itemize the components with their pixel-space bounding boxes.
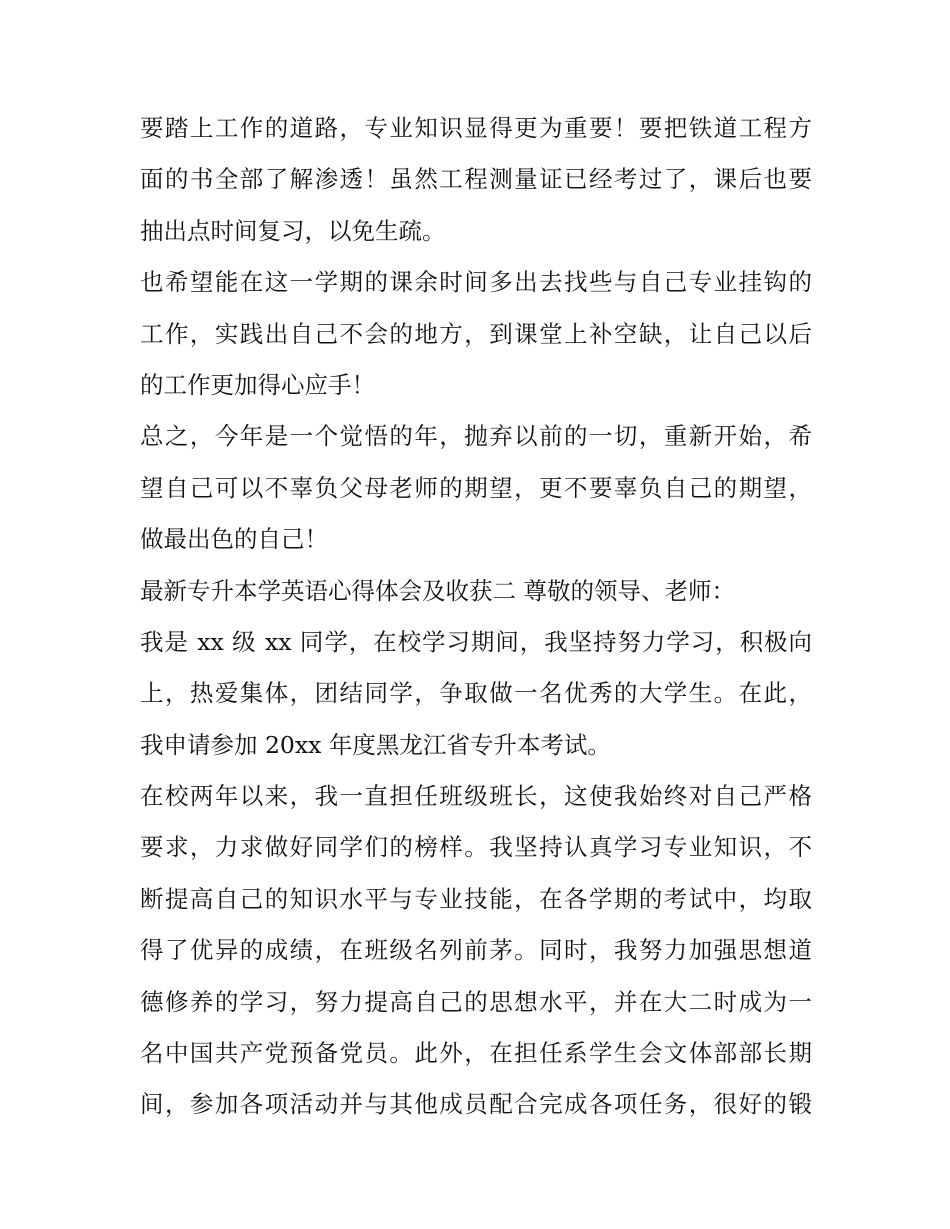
- text-line: 最新专升本学英语心得体会及收获二 尊敬的领导、老师：: [140, 576, 735, 605]
- document-body: [140, 103, 812, 1131]
- text-line: 名中国共产党预备党员。此外，在担任系学生会文体部部长期: [140, 1039, 812, 1068]
- text-line: 要踏上工作的道路，专业知识显得更为重要！要把铁道工程方: [140, 114, 812, 142]
- text-line: 德修养的学习，努力提高自己的思想水平，并在大二时成为一: [140, 987, 812, 1016]
- text-line: 的工作更加得心应手！: [140, 370, 375, 399]
- text-line: 得了优异的成绩，在班级名列前茅。同时，我努力加强思想道: [140, 936, 812, 965]
- text-line: 望自己可以不辜负父母老师的期望，更不要辜负自己的期望，: [140, 473, 812, 502]
- text-line: 我是 xx 级 xx 同学，在校学习期间，我坚持努力学习，积极向: [140, 627, 812, 656]
- text-line: 断提高自己的知识水平与专业技能，在各学期的考试中，均取: [140, 884, 812, 913]
- text-line: 总之，今年是一个觉悟的年，抛弃以前的一切，重新开始，希: [140, 422, 812, 451]
- text-line: 工作，实践出自己不会的地方，到课堂上补空缺，让自己以后: [140, 319, 812, 348]
- text-line: 要求，力求做好同学们的榜样。我坚持认真学习专业知识，不: [140, 833, 812, 862]
- text-line: 上，热爱集体，团结同学，争取做一名优秀的大学生。在此，: [140, 679, 812, 708]
- text-line: 做最出色的自己！: [140, 525, 328, 554]
- text-line: 抽出点时间复习，以免生疏。: [140, 216, 446, 245]
- text-line: 在校两年以来，我一直担任班级班长，这使我始终对自己严格: [140, 782, 812, 811]
- text-line: 我申请参加 20xx 年度黑龙江省专升本考试。: [140, 730, 611, 759]
- text-line: 间，参加各项活动并与其他成员配合完成各项任务，很好的锻: [140, 1090, 812, 1119]
- text-line: 也希望能在这一学期的课余时间多出去找些与自己专业挂钩的: [140, 268, 812, 297]
- text-line: 面的书全部了解渗透！虽然工程测量证已经考过了，课后也要: [140, 165, 812, 194]
